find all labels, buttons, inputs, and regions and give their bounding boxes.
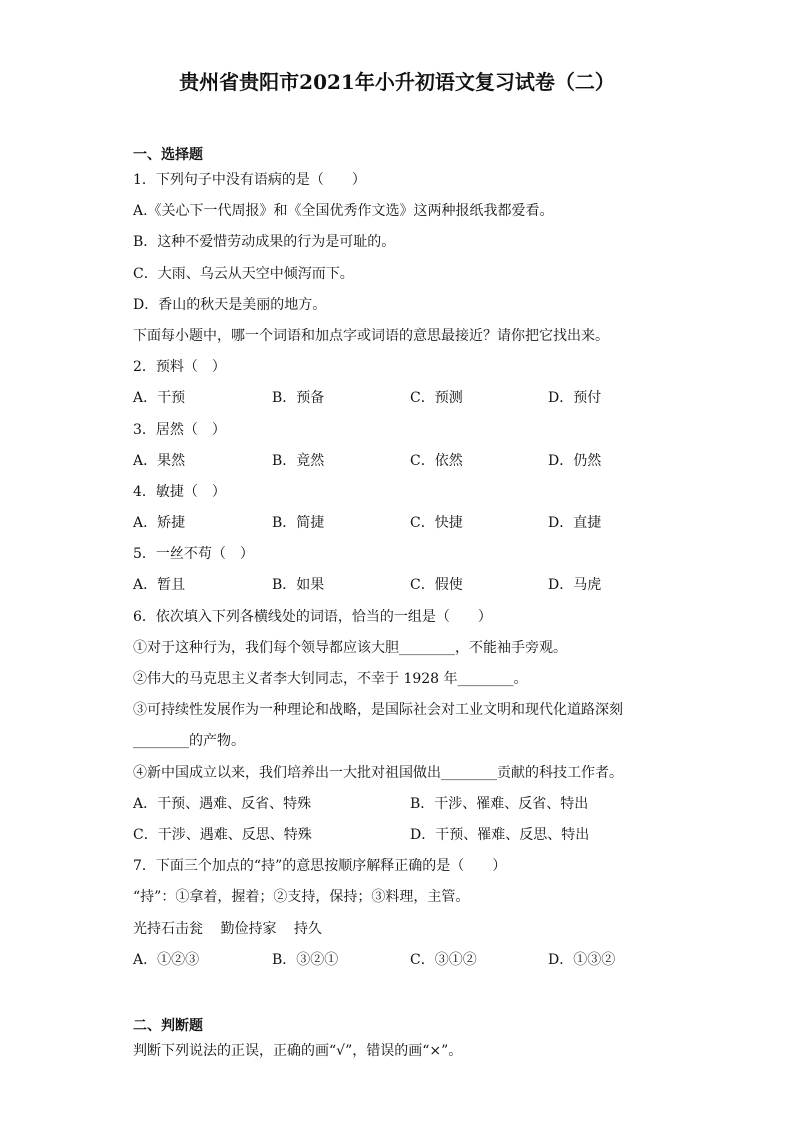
question-4-option-d: D．直捷	[548, 515, 602, 532]
question-4-option-a: A．矫捷	[133, 515, 186, 532]
question-6-stem: 6．依次填入下列各横线处的词语，恰当的一组是（ ）	[133, 608, 492, 625]
question-6-options-row-1	[133, 789, 661, 820]
question-6-sentence-3-continued: ________的产物。	[133, 733, 245, 750]
question-7-phrase-3: 持久	[293, 920, 322, 937]
question-4-stem: 4．敏捷（ ）	[133, 483, 226, 500]
question-7-option-a: A．①②③	[133, 951, 200, 968]
question-3-options	[133, 446, 661, 477]
question-6-option-c: C．干涉、遇难、反思、特殊	[133, 826, 312, 843]
question-7	[133, 851, 661, 976]
question-6-option-b: B．干涉、罹难、反省、特出	[410, 795, 589, 812]
question-4	[133, 477, 661, 539]
question-3-option-d: D．仍然	[548, 452, 602, 469]
question-2	[133, 352, 661, 414]
question-3-option-c: C．依然	[410, 452, 463, 469]
question-7-option-c: C．③①②	[410, 951, 477, 968]
question-3-option-a: A．果然	[133, 452, 186, 469]
question-7-phrase-2: 勤俭持家	[220, 920, 277, 937]
question-1-option-a: A.《关心下一代周报》和《全国优秀作文选》这两种报纸我都爱看。	[133, 203, 554, 220]
question-6-option-a: A．干预、遇难、反省、特殊	[133, 795, 312, 812]
question-5-options	[133, 570, 661, 601]
question-6	[133, 602, 661, 852]
question-5	[133, 539, 661, 601]
question-6-sentence-1: ①对于这种行为，我们每个领导都应该大胆________，不能袖手旁观。	[133, 639, 567, 656]
question-7-option-b: B．③②①	[272, 951, 339, 968]
question-5-option-d: D．马虎	[548, 577, 602, 594]
question-6-options-row-2	[133, 820, 661, 851]
question-1-stem: 1．下列句子中没有语病的是（ ）	[133, 172, 366, 188]
question-6-sentence-3: ③可持续性发展作为一种理论和战略，是国际社会对工业文明和现代化道路深刻	[133, 702, 623, 719]
document-title: 贵州省贵阳市2021年小升初语文复习试卷（二）	[179, 70, 615, 94]
question-4-option-b: B．简捷	[272, 515, 325, 532]
question-5-option-c: C．假使	[410, 577, 463, 594]
question-5-option-a: A．暂且	[133, 577, 186, 594]
question-1	[133, 165, 661, 321]
question-5-option-b: B．如果	[272, 577, 325, 594]
question-3-option-b: B．竟然	[272, 452, 325, 469]
question-7-phrase-1: 光持石击瓮	[133, 920, 203, 937]
question-3-stem: 3．居然（ ）	[133, 421, 226, 438]
question-2-option-d: D．预付	[548, 390, 602, 407]
question-7-option-d: D．①③②	[548, 951, 616, 968]
question-5-stem: 5．一丝不苟（ ）	[133, 546, 254, 563]
question-4-options	[133, 508, 661, 539]
question-2-stem: 2．预料（ ）	[133, 359, 226, 376]
exam-content	[133, 145, 661, 1066]
question-7-meanings: “持”：①拿着，握着；②支持，保持；③料理，主管。	[133, 889, 470, 906]
question-6-sentence-2: ②伟大的马克思主义者李大钊同志，不幸于 1928 年________。	[133, 671, 528, 687]
question-7-phrases	[133, 914, 661, 945]
section-2-instruction: 判断下列说法的正误，正确的画“√”，错误的画“×”。	[133, 1042, 463, 1059]
group-instruction: 下面每小题中，哪一个词语和加点字或词语的意思最接近？请你把它找出来。	[133, 327, 609, 344]
question-2-option-c: C．预测	[410, 390, 463, 407]
question-1-option-d: D．香山的秋天是美丽的地方。	[133, 296, 327, 313]
question-7-stem: 7．下面三个加点的“持”的意思按顺序解释正确的是（ ）	[133, 858, 507, 875]
question-2-options	[133, 383, 661, 414]
question-6-sentence-4: ④新中国成立以来，我们培养出一大批对祖国做出________贡献的科技工作者。	[133, 764, 623, 781]
question-2-option-a: A．干预	[133, 390, 186, 407]
question-2-option-b: B．预备	[272, 390, 325, 407]
question-7-options	[133, 945, 661, 976]
question-4-option-c: C．快捷	[410, 515, 463, 532]
question-6-option-d: D．干预、罹难、反思、特出	[410, 826, 590, 843]
question-1-option-c: C．大雨、乌云从天空中倾泻而下。	[133, 265, 354, 282]
section-heading-judgement: 二、判断题	[133, 1017, 203, 1034]
section-heading-choice: 一、选择题	[133, 147, 203, 163]
question-3	[133, 415, 661, 477]
question-1-option-b: B．这种不爱惜劳动成果的行为是可耻的。	[133, 234, 396, 251]
